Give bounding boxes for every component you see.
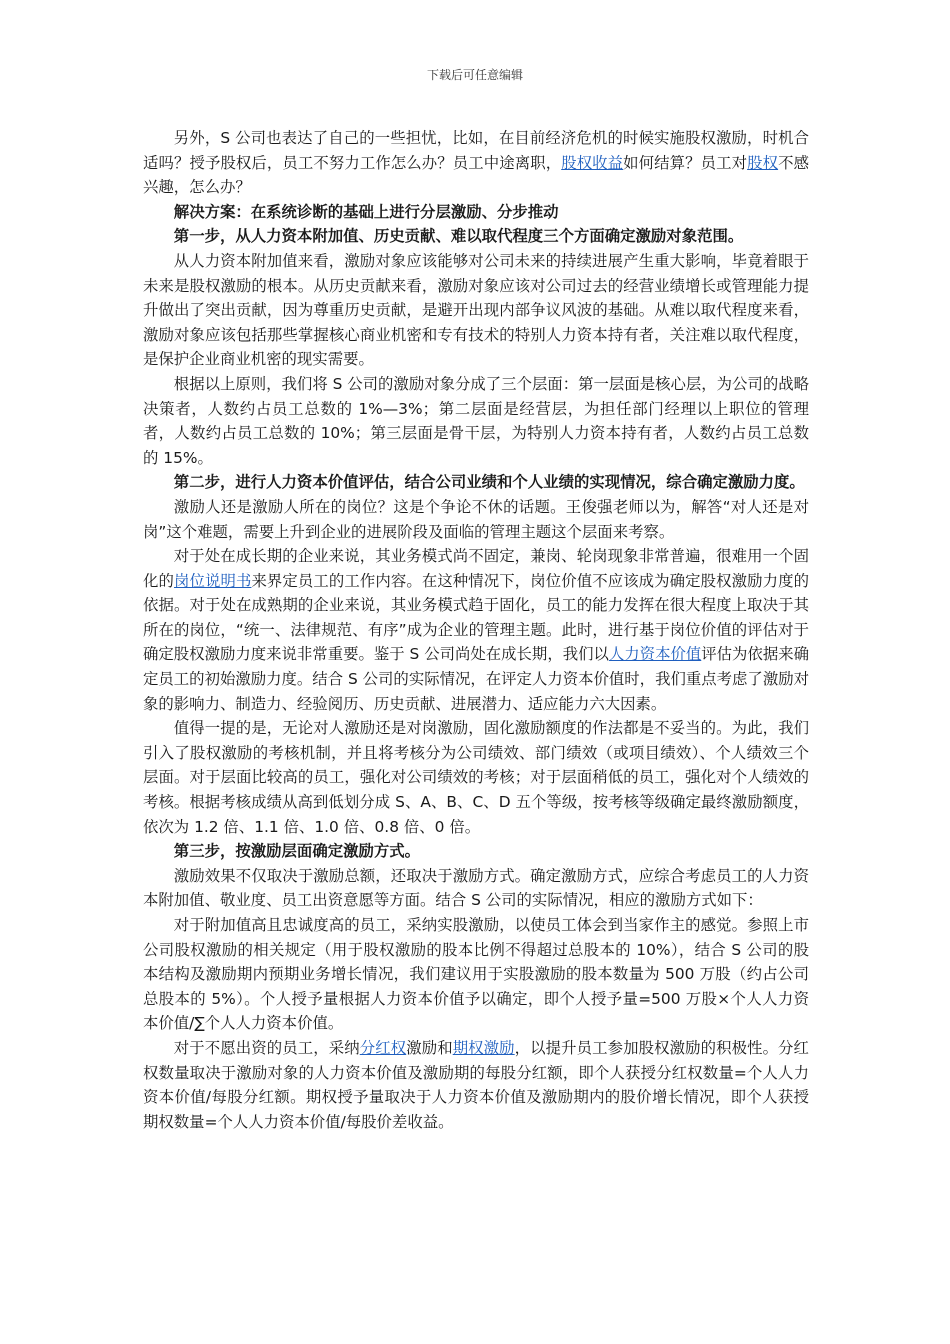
body-paragraph [143, 913, 809, 1036]
body-paragraph [143, 372, 809, 470]
text-run: 从人力资本附加值来看，激励对象应该能够对公司未来的持续进展产生重大影响，毕竟着眼于未来是股权激励的根本。从历史贡献来看，激励对象应该对公司过去的经营业绩增长或管理能力提升做出了突出贡献，因为尊重历史贡献，是避开出现内部争议风波的基础。从难以取代程度来看，激励对象应该包括那些掌握核心商业机密和专有技术的特别人力资本持有者，关注难以取代程度，是保护企业商业机密的现实需要。 [143, 251, 809, 369]
body-paragraph [143, 864, 809, 913]
inline-link[interactable]: 人力资本价值 [608, 645, 702, 664]
body-paragraph [143, 544, 809, 716]
inline-link[interactable]: 股权 [747, 153, 779, 172]
section-heading [143, 224, 809, 249]
text-run: 另外，S 公司也表达了自己的一些担忧，比如，在目前经济危机的时候实施股权激励，时机合适吗？授予股权后，员工不努力工作怎么办？员工中途离职， [143, 129, 809, 172]
text-run: 来界定员工的工作内容。在这种情况下，岗位价值不应该成为确定股权激励力度的依据。对于处在成熟期的企业来说，其业务模式趋于固化，员工的能力发挥在很大程度上取决于其所在的岗位，“统一、法律规范、有序”成为企业的管理主题。此时，进行基于岗位价值的评估对于确定股权激励力度来说非常重要。鉴于 S 公司尚处在成长期，我们以 [143, 571, 809, 664]
text-run: 第二步，进行人力资本价值评估，结合公司业绩和个人业绩的实现情况，综合确定激励力度。 [173, 473, 805, 492]
section-heading [143, 839, 809, 864]
text-run: 对于附加值高且忠诚度高的员工，采纳实股激励，以使员工体会到当家作主的感觉。参照上市公司股权激励的相关规定（用于股权激励的股本比例不得超过总股本的 10%），结合 S 公司的股本结构及激励期内预期业务增长情况，我们建议用于实股激励的股本数量为 500 万股（约占公司总股本的 5%）。个人授予量根据人力资本价值予以确定，即个人授予量=500 万股×个人人力资本价值/∑个人人力资本价值。 [143, 916, 809, 1033]
text-run: 对于不愿出资的员工，采纳 [173, 1038, 360, 1057]
text-run: ，以提升员工参加股权激励的积极性。分红权数量取决于激励对象的人力资本价值及激励期的每股分红额，即个人获授分红权数量=个人人力资本价值/每股分红额。期权授予量取决于人力资本价值及激励期内的股价增长情况，即个人获授期权数量=个人人力资本价值/每股价差收益。 [143, 1038, 809, 1131]
body-paragraph [143, 249, 809, 372]
text-run: 不感兴趣，怎么办？ [143, 153, 809, 197]
text-run: 对于处在成长期的企业来说，其业务模式尚不固定，兼岗、轮岗现象非常普遍，很难用一个固化的 [143, 547, 809, 590]
inline-link[interactable]: 股权收益 [561, 153, 624, 172]
text-run: 解决方案：在系统诊断的基础上进行分层激励、分步推动 [173, 202, 559, 221]
inline-link[interactable]: 岗位说明书 [173, 571, 252, 590]
page-header: 下载后可任意编辑 [426, 68, 523, 82]
inline-link[interactable]: 分红权 [359, 1038, 407, 1057]
body-paragraph [143, 126, 809, 200]
body-paragraph [143, 1036, 809, 1134]
text-run: 根据以上原则，我们将 S 公司的激励对象分成了三个层面：第一层面是核心层，为公司的战略决策者，人数约占员工总数的 1%—3%；第二层面是经营层，为担任部门经理以上职位的管理者，人数约占员工总数的 10%；第三层面是骨干层，为特别人力资本持有者，人数约占员工总数的 15%。 [143, 374, 809, 467]
text-run: 值得一提的是，无论对人激励还是对岗激励，固化激励额度的作法都是不妥当的。为此，我们引入了股权激励的考核机制，并且将考核分为公司绩效、部门绩效（或项目绩效）、个人绩效三个层面。对于层面比较高的员工，强化对公司绩效的考核；对于层面稍低的员工，强化对个人绩效的考核。根据考核成绩从高到低划分成 S、A、B、C、D 五个等级，按考核等级确定最终激励额度，依次为 1.2 倍、1.1 倍、1.0 倍、0.8 倍、0 倍。 [143, 719, 809, 836]
text-run: 激励和 [406, 1038, 453, 1057]
inline-link[interactable]: 期权激励 [452, 1038, 515, 1057]
body-paragraph [143, 495, 809, 544]
text-run: 第三步，按激励层面确定激励方式。 [173, 842, 421, 861]
text-run: 第一步，从人力资本附加值、历史贡献、难以取代程度三个方面确定激励对象范围。 [173, 227, 744, 246]
section-heading [143, 470, 809, 495]
section-heading [143, 200, 809, 225]
text-run: 评估为依据来确定员工的初始激励力度。结合 S 公司的实际情况，在评定人力资本价值时，我们重点考虑了激励对象的影响力、制造力、经验阅历、历史贡献、进展潜力、适应能力六大因素。 [143, 645, 809, 713]
text-run: 如何结算？员工对 [623, 153, 748, 172]
text-run: 激励人还是激励人所在的岗位？这是个争论不休的话题。王俊强老师以为，解答“对人还是对岗”这个难题，需要上升到企业的进展阶段及面临的管理主题这个层面来考察。 [143, 497, 809, 541]
body-paragraph [143, 716, 809, 839]
text-run: 激励效果不仅取决于激励总额，还取决于激励方式。确定激励方式，应综合考虑员工的人力资本附加值、敬业度、员工出资意愿等方面。结合 S 公司的实际情况，相应的激励方式如下： [143, 866, 809, 910]
document-body [143, 126, 809, 1134]
